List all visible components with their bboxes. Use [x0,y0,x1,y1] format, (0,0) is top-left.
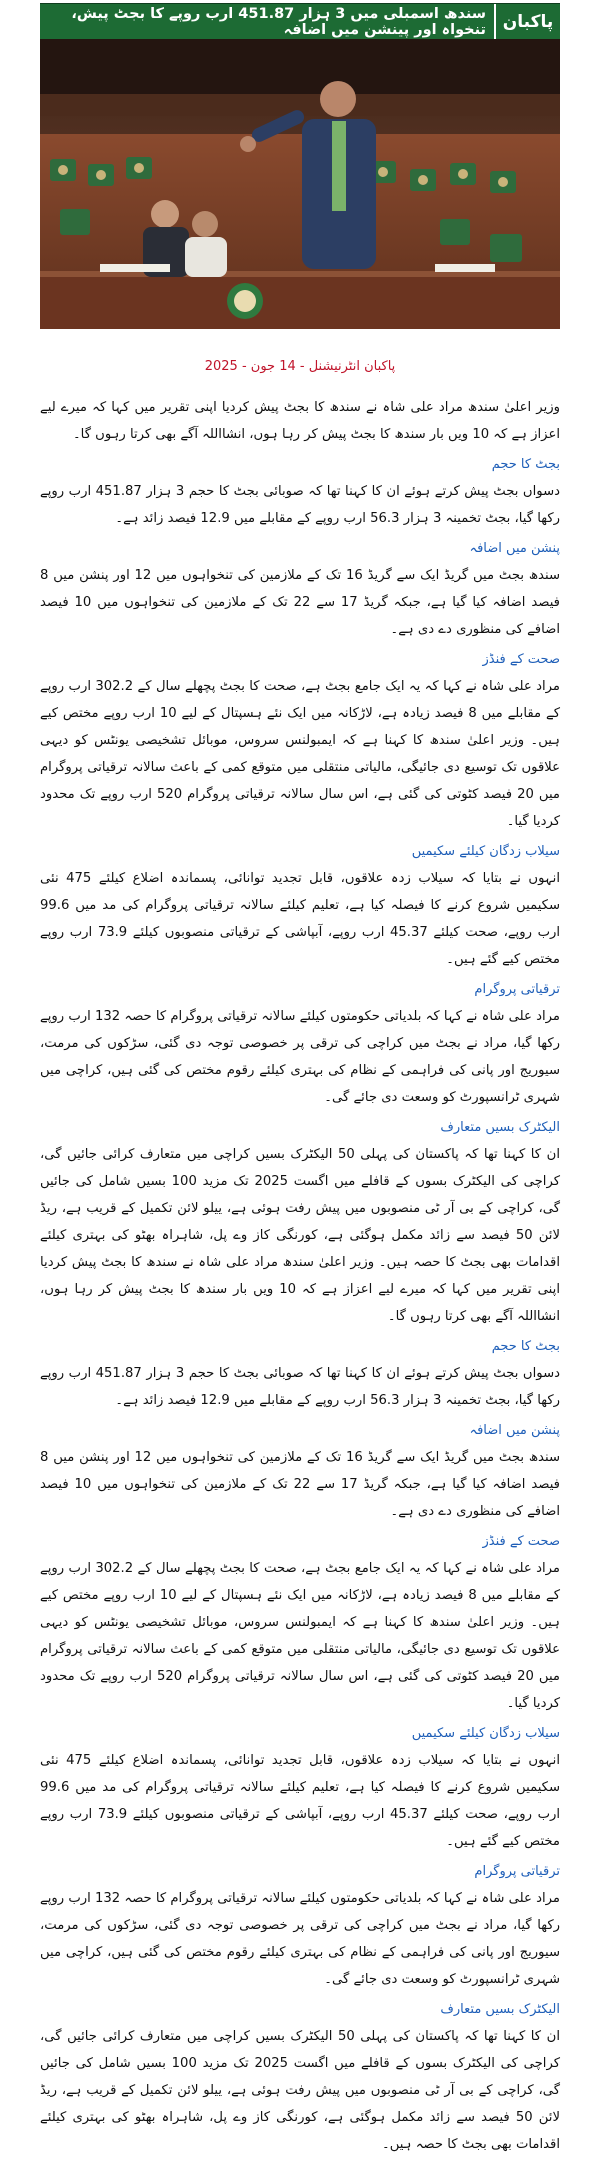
section-heading: سیلاب زدگان کیلئے سکیمیں [411,844,560,859]
section-heading: پنشن میں اضافہ [469,541,560,556]
article-paragraph: سندھ بجٹ میں گریڈ ایک سے گریڈ 16 تک کے ملازمین کی تنخواہوں میں 12 اور پنشن میں 8 فیصد اضافہ کیا گیا ہے، جبکہ گریڈ 17 سے 22 تک کے ملازمین کی تنخواہوں میں 10 فیصد اضافے کی منظوری دے دی ہے۔ [40,568,560,637]
article-paragraph: مراد علی شاہ نے کہا کہ بلدیاتی حکومتوں کیلئے سالانہ ترقیاتی پروگرام کا حصہ 132 ارب روپے رکھا گیا، مراد نے بجٹ میں کراچی کی ترقی پر خصوصی توجہ دی گئی، سڑکوں کی مرمت، سیوریج اور پانی کی فراہمی کے نظام کی بہتری کیلئے رقوم مختص کی گئی ہیں، کراچی میں شہری ٹرانسپورٹ کو وسعت دی جائے گی۔ [40,1891,560,1987]
assembly-photo-illustration [40,39,560,329]
headline: سندھ اسمبلی میں 3 ہزار 451.87 ارب روپے کا بجٹ پیش، تنخواہ اور پینشن میں اضافہ [71,5,486,38]
article-paragraph: ان کا کہنا تھا کہ پاکستان کی پہلی 50 الیکٹرک بسیں کراچی میں متعارف کرائی جائیں گی، کراچی کی الیکٹرک بسوں کے قافلے میں اگست 2025 تک مزید 100 بسیں شامل کی جائیں گی، کراچی کے بی آر ٹی منصوبوں میں پیش رفت ہوئی ہے، ییلو لائن تکمیل کے قریب ہے، ریڈ لائن 50 فیصد سے زائد مکمل ہوگئی ہے، کورنگی کاز وے پل، شاہراہ بھٹو کی بہتری کیلئے اقدامات بھی بجٹ کا حصہ ہیں۔ [40,2029,561,2152]
article-body [40,394,560,2158]
article-paragraph: دسواں بجٹ پیش کرتے ہوئے ان کا کہنا تھا کہ صوبائی بجٹ کا حجم 3 ہزار 451.87 ارب روپے رکھا گیا، بجٹ تخمینہ 3 ہزار 56.3 ارب روپے کے مقابلے میں 12.9 فیصد زائد ہے۔ [40,1366,561,1408]
article-paragraph: ان کا کہنا تھا کہ پاکستان کی پہلی 50 الیکٹرک بسیں کراچی میں متعارف کرائی جائیں گی، کراچی کی الیکٹرک بسوں کے قافلے میں اگست 2025 تک مزید 100 بسیں شامل کی جائیں گی، کراچی کے بی آر ٹی منصوبوں میں پیش رفت ہوئی ہے، ییلو لائن تکمیل کے قریب ہے، ریڈ لائن 50 فیصد سے زائد مکمل ہوگئی ہے، کورنگی کاز وے پل، شاہراہ بھٹو کی بہتری کیلئے اقدامات بھی بجٹ کا حصہ ہیں۔ وزیر اعلیٰ سندھ مراد علی شاہ نے سندھ کا بجٹ پیش کردیا اپنی تقریر میں کہا کہ میرے لیے اعزاز ہے کہ 10 ویں بار سندھ کا بجٹ پیش کر رہا ہوں، انشااللہ آگے بھی کرتا رہوں گا۔ [40,1147,561,1324]
section-heading: الیکٹرک بسیں متعارف [440,1120,560,1135]
section-heading: سیلاب زدگان کیلئے سکیمیں [411,1726,560,1741]
section-heading: بجٹ کا حجم [491,1339,560,1354]
article-paragraph: سندھ بجٹ میں گریڈ ایک سے گریڈ 16 تک کے ملازمین کی تنخواہوں میں 12 اور پنشن میں 8 فیصد اضافہ کیا گیا ہے، جبکہ گریڈ 17 سے 22 تک کے ملازمین کی تنخواہوں میں 10 فیصد اضافے کی منظوری دے دی ہے۔ [40,1450,560,1519]
section-heading: صحت کے فنڈز [482,652,560,667]
dateline: پاکبان انٹرنیشنل - 14 جون - 2025 [204,359,396,374]
section-heading: الیکٹرک بسیں متعارف [440,2002,560,2017]
section-heading: صحت کے فنڈز [482,1534,560,1549]
section-heading: ترقیاتی پروگرام [474,1864,560,1879]
article-paragraph: مراد علی شاہ نے کہا کہ یہ ایک جامع بجٹ ہے، صحت کا بجٹ پچھلے سال کے 302.2 ارب روپے کے مقابلے میں 8 فیصد زیادہ ہے، لاڑکانہ میں ایک نئے ہسپتال کے لیے 10 ارب روپے مختص کیے ہیں۔ وزیر اعلیٰ سندھ کا کہنا ہے کہ ایمبولنس سروس، موبائل تشخیصی یونٹس کو دیہی علاقوں تک توسیع دی جائیگی، مالیاتی منتقلی میں متوقع کمی کے باعث سالانہ ترقیاتی پروگرام میں 20 فیصد کٹوتی کی گئی ہے، اس سال سالانہ ترقیاتی پروگرام 520 ارب روپے تک محدود کردیا گیا۔ [40,679,560,829]
section-heading: پنشن میں اضافہ [469,1423,560,1438]
article-paragraph: وزیر اعلیٰ سندھ مراد علی شاہ نے سندھ کا بجٹ پیش کردیا اپنی تقریر میں کہا کہ میرے لیے اعزاز ہے کہ 10 ویں بار سندھ کا بجٹ پیش کر رہا ہوں، انشااللہ آگے بھی کرتا رہوں گا۔ [40,400,560,442]
article-paragraph: انہوں نے بتایا کہ سیلاب زدہ علاقوں، قابل تجدید توانائی، پسماندہ اضلاع کیلئے 475 نئی سکیمیں شروع کرنے کا فیصلہ کیا ہے، تعلیم کیلئے سالانہ ترقیاتی پروگرام کی مد میں 99.6 ارب روپے، صحت کیلئے 45.37 ارب روپے، آبپاشی کے ترقیاتی منصوبوں کیلئے 73.9 ارب روپے مختص کیے گئے ہیں۔ [40,871,561,967]
section-heading: بجٹ کا حجم [491,457,560,472]
brand-logo[interactable]: پاکبان [494,4,560,39]
article-paragraph: مراد علی شاہ نے کہا کہ بلدیاتی حکومتوں کیلئے سالانہ ترقیاتی پروگرام کا حصہ 132 ارب روپے رکھا گیا، مراد نے بجٹ میں کراچی کی ترقی پر خصوصی توجہ دی گئی، سڑکوں کی مرمت، سیوریج اور پانی کی فراہمی کے نظام کی بہتری کیلئے رقوم مختص کی گئی ہیں، کراچی میں شہری ٹرانسپورٹ کو وسعت دی جائے گی۔ [40,1009,560,1105]
assembly-photo [40,39,560,329]
article-paragraph: مراد علی شاہ نے کہا کہ یہ ایک جامع بجٹ ہے، صحت کا بجٹ پچھلے سال کے 302.2 ارب روپے کے مقابلے میں 8 فیصد زیادہ ہے، لاڑکانہ میں ایک نئے ہسپتال کے لیے 10 ارب روپے مختص کیے ہیں۔ وزیر اعلیٰ سندھ کا کہنا ہے کہ ایمبولنس سروس، موبائل تشخیصی یونٹس کو دیہی علاقوں تک توسیع دی جائیگی، مالیاتی منتقلی میں متوقع کمی کے باعث سالانہ ترقیاتی پروگرام میں 20 فیصد کٹوتی کی گئی ہے، اس سال سالانہ ترقیاتی پروگرام 520 ارب روپے تک محدود کردیا گیا۔ [40,1561,560,1711]
article-paragraph: دسواں بجٹ پیش کرتے ہوئے ان کا کہنا تھا کہ صوبائی بجٹ کا حجم 3 ہزار 451.87 ارب روپے رکھا گیا، بجٹ تخمینہ 3 ہزار 56.3 ارب روپے کے مقابلے میں 12.9 فیصد زائد ہے۔ [40,484,561,526]
header-bar [40,3,560,39]
section-heading: ترقیاتی پروگرام [474,982,560,997]
article-paragraph: انہوں نے بتایا کہ سیلاب زدہ علاقوں، قابل تجدید توانائی، پسماندہ اضلاع کیلئے 475 نئی سکیمیں شروع کرنے کا فیصلہ کیا ہے، تعلیم کیلئے سالانہ ترقیاتی پروگرام کی مد میں 99.6 ارب روپے، صحت کیلئے 45.37 ارب روپے، آبپاشی کے ترقیاتی منصوبوں کیلئے 73.9 ارب روپے مختص کیے گئے ہیں۔ [40,1753,561,1849]
